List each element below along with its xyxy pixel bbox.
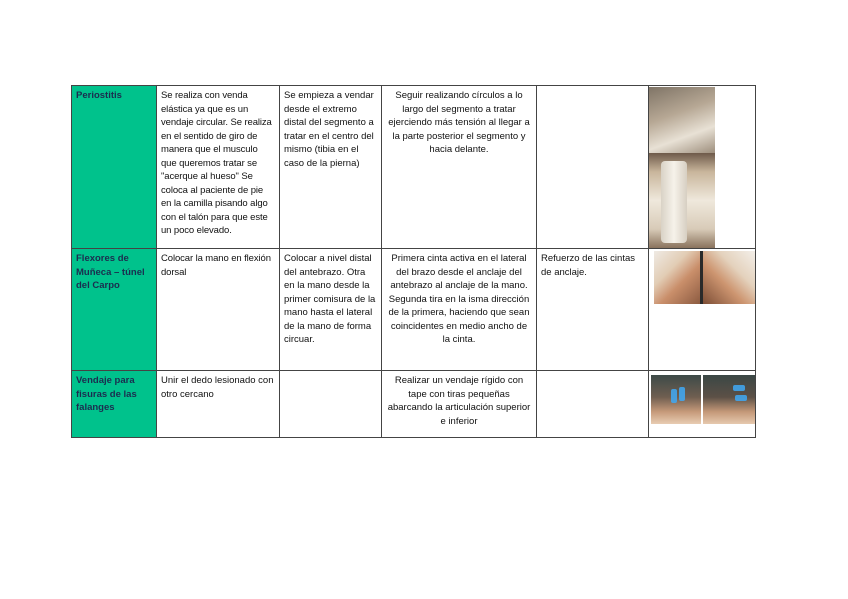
cell-reinforcement <box>537 371 649 438</box>
cell-anchor: Colocar a nivel distal del antebrazo. Otra en la mano desde la primer comisura de la mano hasta el lateral de la mano de forma circuar. <box>280 249 382 371</box>
cell-reinforcement: Refuerzo de las cintas de anclaje. <box>537 249 649 371</box>
cell-reinforcement <box>537 86 649 249</box>
row-title: Vendaje para fisuras de las falanges <box>72 371 157 438</box>
cell-active-strip: Realizar un vendaje rígido con tape con tiras pequeñas abarcando la articulación superior e inferior <box>382 371 537 438</box>
table-row <box>72 249 756 371</box>
cell-anchor <box>280 371 382 438</box>
leg-bandage-photo-bottom <box>649 153 715 248</box>
cell-images <box>649 371 756 438</box>
finger-tape-photo-right <box>703 375 755 424</box>
bandage-techniques-table <box>71 85 756 438</box>
leg-bandage-photo-top <box>649 87 715 153</box>
cell-active-strip: Primera cinta activa en el lateral del brazo desde el anclaje del antebrazo al anclaje de la mano. Segunda tira en la isma dirección de la primera, haciendo que sean coincidentes en medio ancho de la cinta. <box>382 249 537 371</box>
row-title: Periostitis <box>72 86 157 249</box>
wrist-tape-photo-right <box>703 251 755 304</box>
cell-preparation: Colocar la mano en flexión dorsal <box>157 249 280 371</box>
finger-tape-photo-left <box>651 375 701 424</box>
cell-preparation: Unir el dedo lesionado con otro cercano <box>157 371 280 438</box>
cell-preparation: Se realiza con venda elástica ya que es un vendaje circular. Se realiza en el sentido de giro de manera que el musculo que queremos tratar se "acerque al hueso" Se coloca al paciente de pie en la camilla pisando algo con el talón para que este un poco elevado. <box>157 86 280 249</box>
cell-images <box>649 86 756 249</box>
wrist-tape-photo-left <box>654 251 700 304</box>
cell-anchor: Se empieza a vendar desde el extremo distal del segmento a tratar en el centro del mismo (tibia en el caso de la pierna) <box>280 86 382 249</box>
row-title: Flexores de Muñeca – túnel del Carpo <box>72 249 157 371</box>
cell-images <box>649 249 756 371</box>
table-row <box>72 86 756 249</box>
cell-active-strip: Seguir realizando círculos a lo largo del segmento a tratar ejerciendo más tensión al llegar a la parte posterior el segmento y hacia delante. <box>382 86 537 249</box>
table-row <box>72 371 756 438</box>
